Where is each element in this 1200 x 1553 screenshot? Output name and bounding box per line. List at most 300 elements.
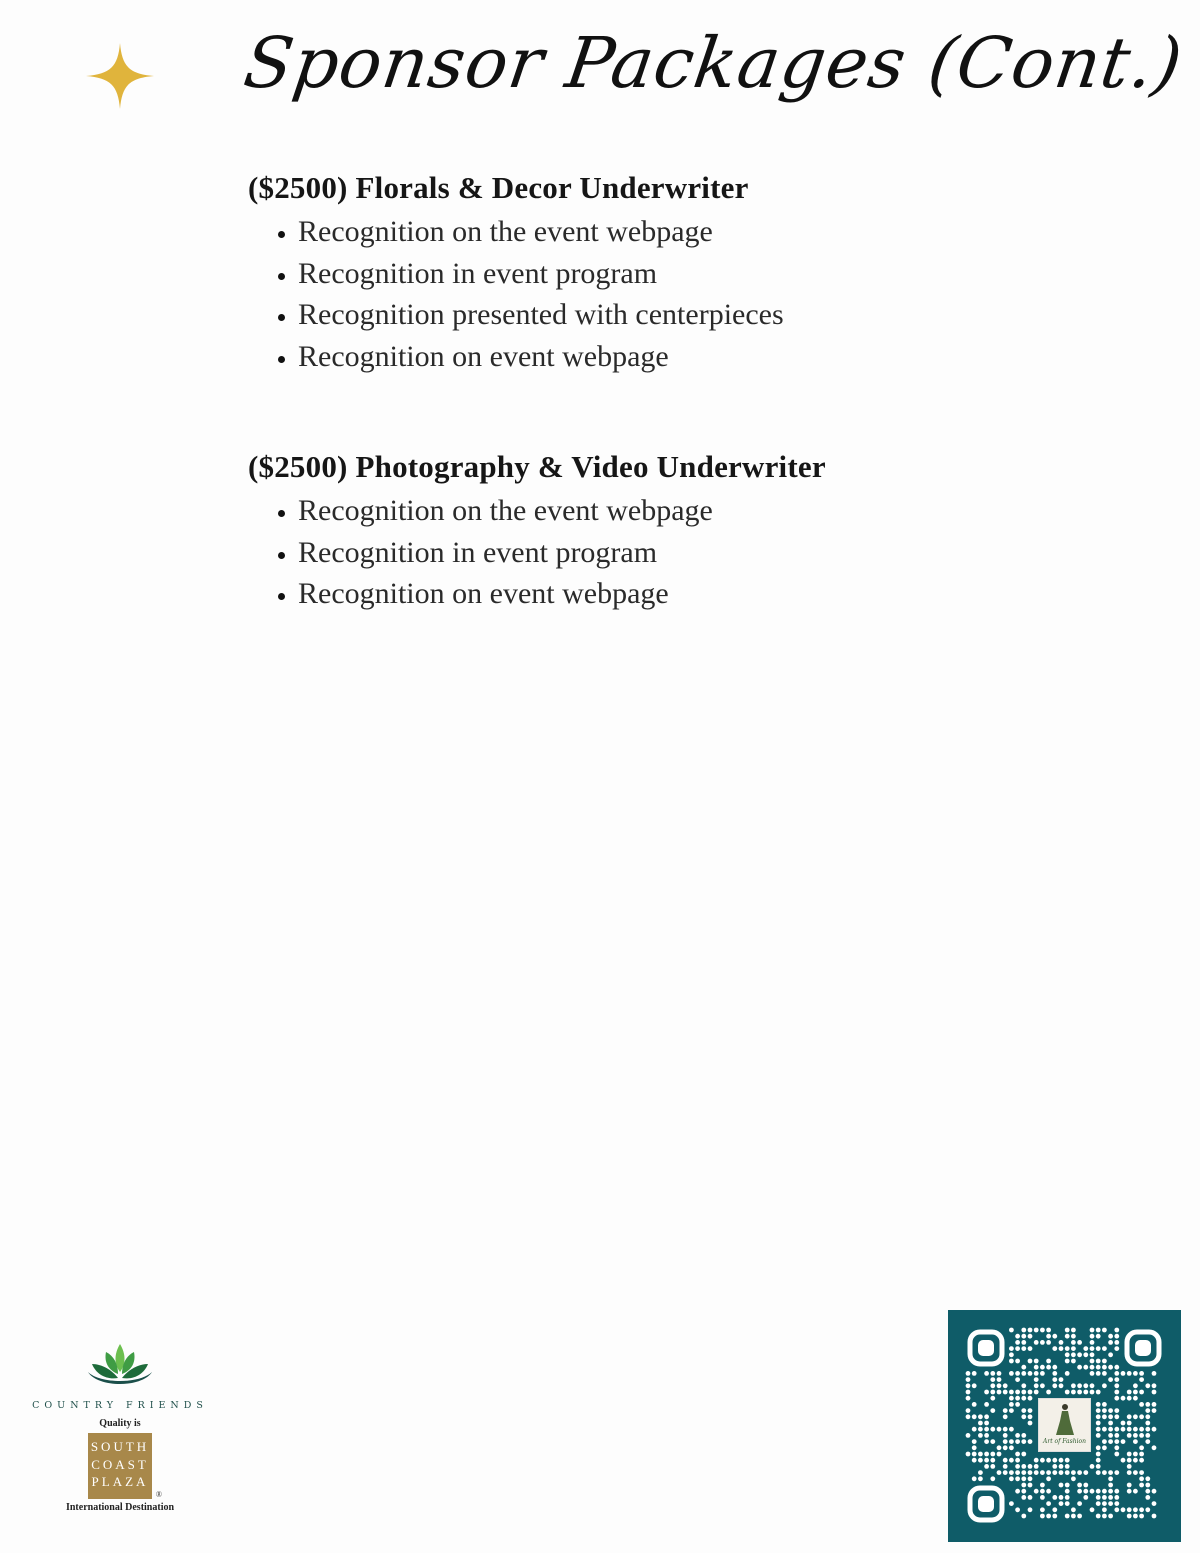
qr-code[interactable] — [948, 1310, 1181, 1542]
qr-dot — [990, 1371, 995, 1376]
qr-dot — [1059, 1483, 1064, 1488]
qr-dot — [1052, 1377, 1057, 1382]
qr-dot — [1046, 1470, 1051, 1475]
qr-dot — [1034, 1489, 1039, 1494]
scp-badge — [88, 1433, 162, 1499]
qr-dot — [1009, 1402, 1014, 1407]
scp-tagline: International Destination — [65, 1502, 175, 1513]
qr-dot — [1108, 1433, 1113, 1438]
qr-dot — [1003, 1433, 1008, 1438]
qr-dot — [1114, 1439, 1119, 1444]
qr-dot — [1133, 1452, 1138, 1457]
qr-dot — [1077, 1365, 1082, 1370]
qr-dot — [1028, 1464, 1033, 1469]
qr-dot — [1133, 1427, 1138, 1432]
qr-dot — [1034, 1365, 1039, 1370]
qr-dot — [966, 1396, 971, 1401]
qr-dot — [1034, 1383, 1039, 1388]
qr-dot — [1090, 1359, 1095, 1364]
package-heading: ($2500) Florals & Decor Underwriter — [248, 170, 749, 205]
qr-dot — [990, 1452, 995, 1457]
qr-dot — [1077, 1352, 1082, 1357]
qr-dot — [1152, 1514, 1157, 1519]
qr-dot — [990, 1383, 995, 1388]
qr-dot — [1127, 1433, 1132, 1438]
scp-line: PLAZA — [91, 1474, 149, 1489]
qr-dot — [1046, 1458, 1051, 1463]
qr-dot — [1015, 1371, 1020, 1376]
qr-dot — [1096, 1334, 1101, 1339]
qr-dot — [1114, 1470, 1119, 1475]
qr-dot — [1133, 1514, 1138, 1519]
qr-dot — [1114, 1365, 1119, 1370]
qr-dot — [966, 1377, 971, 1382]
qr-dot — [966, 1390, 971, 1395]
qr-dot — [1052, 1458, 1057, 1463]
qr-dot — [1065, 1514, 1070, 1519]
qr-dot — [1015, 1489, 1020, 1494]
qr-dot — [1046, 1390, 1051, 1395]
qr-dot — [966, 1414, 971, 1419]
qr-dot — [1096, 1402, 1101, 1407]
qr-dot — [1040, 1458, 1045, 1463]
qr-dot — [1015, 1390, 1020, 1395]
qr-dot — [1065, 1483, 1070, 1488]
qr-dot — [1052, 1514, 1057, 1519]
qr-dot — [1145, 1483, 1150, 1488]
qr-dot — [1040, 1483, 1045, 1488]
qr-dot — [1090, 1383, 1095, 1388]
qr-dot — [1127, 1414, 1132, 1419]
qr-dot — [1083, 1383, 1088, 1388]
qr-dot — [966, 1383, 971, 1388]
qr-dot — [1139, 1414, 1144, 1419]
qr-dot — [1102, 1427, 1107, 1432]
qr-dot — [1034, 1340, 1039, 1345]
qr-dot — [1009, 1476, 1014, 1481]
qr-dot — [1121, 1458, 1126, 1463]
qr-dot — [1090, 1365, 1095, 1370]
qr-dot — [1046, 1334, 1051, 1339]
qr-dot — [1059, 1340, 1064, 1345]
qr-dot — [1108, 1414, 1113, 1419]
qr-dot — [1096, 1390, 1101, 1395]
qr-dot — [1102, 1408, 1107, 1413]
qr-dot — [1021, 1470, 1026, 1475]
qr-dot — [1152, 1371, 1157, 1376]
qr-dot — [1096, 1489, 1101, 1494]
qr-dot — [1114, 1445, 1119, 1450]
qr-dot — [1021, 1334, 1026, 1339]
qr-dot — [1102, 1383, 1107, 1388]
qr-dot — [1065, 1470, 1070, 1475]
qr-dot — [1015, 1377, 1020, 1382]
qr-dot — [1145, 1507, 1150, 1512]
qr-dot — [997, 1383, 1002, 1388]
qr-dot — [1021, 1464, 1026, 1469]
qr-dot — [1090, 1464, 1095, 1469]
qr-dot — [1009, 1352, 1014, 1357]
qr-dot — [1083, 1495, 1088, 1500]
qr-dot — [1015, 1346, 1020, 1351]
qr-dot — [1046, 1328, 1051, 1333]
qr-dot — [1152, 1408, 1157, 1413]
scp-quality-text: Quality is — [99, 1418, 141, 1429]
qr-dot — [1102, 1489, 1107, 1494]
qr-dot — [1139, 1476, 1144, 1481]
qr-dot — [1102, 1365, 1107, 1370]
qr-dot — [1021, 1514, 1026, 1519]
qr-dot — [1009, 1458, 1014, 1463]
qr-dot — [1059, 1346, 1064, 1351]
qr-dot — [1040, 1371, 1045, 1376]
qr-dot — [1009, 1439, 1014, 1444]
qr-dot — [1102, 1439, 1107, 1444]
qr-dot — [1108, 1495, 1113, 1500]
qr-dot — [984, 1452, 989, 1457]
gold-star-icon — [86, 43, 154, 109]
qr-dot — [1139, 1390, 1144, 1395]
qr-dot — [1152, 1390, 1157, 1395]
qr-dot — [1114, 1396, 1119, 1401]
qr-dot — [1139, 1514, 1144, 1519]
qr-dot — [1028, 1359, 1033, 1364]
qr-dot — [1028, 1371, 1033, 1376]
qr-dot — [1071, 1507, 1076, 1512]
qr-dot — [984, 1458, 989, 1463]
qr-dot — [1021, 1340, 1026, 1345]
qr-dot — [1021, 1383, 1026, 1388]
qr-dot — [1096, 1414, 1101, 1419]
qr-dot — [1139, 1427, 1144, 1432]
qr-dot — [1102, 1514, 1107, 1519]
qr-dot — [1096, 1514, 1101, 1519]
qr-dot — [997, 1445, 1002, 1450]
qr-dot — [1015, 1433, 1020, 1438]
registered-mark: ® — [155, 1489, 162, 1499]
qr-dot — [1065, 1334, 1070, 1339]
qr-dot — [1040, 1383, 1045, 1388]
qr-dot — [1003, 1445, 1008, 1450]
qr-dot — [966, 1452, 971, 1457]
qr-dot — [1145, 1427, 1150, 1432]
qr-dot — [1059, 1495, 1064, 1500]
qr-dot — [1021, 1365, 1026, 1370]
qr-dot — [1114, 1414, 1119, 1419]
qr-dot — [1121, 1427, 1126, 1432]
qr-dot — [1083, 1352, 1088, 1357]
qr-dot — [1133, 1383, 1138, 1388]
qr-dot — [1028, 1334, 1033, 1339]
benefit-item: • Recognition in event program — [298, 532, 826, 574]
qr-dot — [1015, 1340, 1020, 1345]
qr-dot — [1102, 1470, 1107, 1475]
qr-dot — [1071, 1383, 1076, 1388]
qr-dot — [1114, 1507, 1119, 1512]
qr-dot — [1102, 1495, 1107, 1500]
qr-dot — [1015, 1402, 1020, 1407]
qr-dot — [1108, 1514, 1113, 1519]
qr-dot — [1003, 1464, 1008, 1469]
qr-dot — [1071, 1390, 1076, 1395]
qr-dot — [1096, 1433, 1101, 1438]
qr-center-logo — [1038, 1398, 1091, 1452]
qr-dot — [1052, 1383, 1057, 1388]
qr-dot — [1015, 1452, 1020, 1457]
qr-dot — [1065, 1390, 1070, 1395]
qr-dot — [1096, 1408, 1101, 1413]
qr-dot — [1034, 1371, 1039, 1376]
qr-dot — [1071, 1514, 1076, 1519]
qr-dot — [1133, 1507, 1138, 1512]
qr-dot — [1052, 1470, 1057, 1475]
qr-dot — [1127, 1464, 1132, 1469]
qr-dot — [1090, 1340, 1095, 1345]
qr-dot — [1015, 1334, 1020, 1339]
qr-dot — [1040, 1328, 1045, 1333]
qr-dot — [1083, 1483, 1088, 1488]
qr-dot — [1040, 1495, 1045, 1500]
qr-dot — [966, 1408, 971, 1413]
qr-dot — [1083, 1470, 1088, 1475]
qr-dot — [972, 1427, 977, 1432]
qr-dot — [1021, 1390, 1026, 1395]
qr-dot — [1077, 1489, 1082, 1494]
qr-dot — [1127, 1396, 1132, 1401]
qr-dot — [978, 1470, 983, 1475]
qr-dot — [1096, 1346, 1101, 1351]
scp-line: COAST — [91, 1456, 149, 1472]
qr-dot — [972, 1458, 977, 1463]
qr-dot — [1114, 1390, 1119, 1395]
qr-dot — [1114, 1452, 1119, 1457]
qr-dot — [990, 1390, 995, 1395]
qr-dot — [978, 1433, 983, 1438]
qr-dot — [1133, 1489, 1138, 1494]
qr-dot — [990, 1377, 995, 1382]
qr-dot — [1015, 1396, 1020, 1401]
qr-dot — [1096, 1328, 1101, 1333]
qr-dot — [1034, 1464, 1039, 1469]
qr-dot — [1009, 1427, 1014, 1432]
qr-dot — [1096, 1501, 1101, 1506]
qr-dot — [1114, 1340, 1119, 1345]
qr-dot — [1021, 1495, 1026, 1500]
qr-dot — [1065, 1352, 1070, 1357]
qr-dot — [1021, 1408, 1026, 1413]
qr-dot — [1114, 1346, 1119, 1351]
qr-dot — [1127, 1514, 1132, 1519]
package-florals-decor — [248, 170, 784, 377]
qr-dot — [1059, 1377, 1064, 1382]
qr-dot — [1009, 1396, 1014, 1401]
qr-dot — [1052, 1371, 1057, 1376]
qr-dot — [1059, 1501, 1064, 1506]
qr-dot — [1071, 1359, 1076, 1364]
qr-dot — [1009, 1408, 1014, 1413]
qr-dot — [1102, 1414, 1107, 1419]
qr-dot — [984, 1439, 989, 1444]
qr-dot — [1114, 1427, 1119, 1432]
qr-dot — [1139, 1452, 1144, 1457]
benefit-item: • Recognition on the event webpage — [298, 211, 784, 253]
qr-dot — [984, 1371, 989, 1376]
qr-dot — [1108, 1408, 1113, 1413]
qr-dot — [1139, 1507, 1144, 1512]
qr-dot — [1071, 1328, 1076, 1333]
qr-dot — [1145, 1433, 1150, 1438]
qr-dot — [1145, 1414, 1150, 1419]
qr-dot — [1034, 1377, 1039, 1382]
qr-dot — [1046, 1365, 1051, 1370]
qr-dot — [1145, 1495, 1150, 1500]
qr-dot — [1139, 1483, 1144, 1488]
qr-dot — [1121, 1371, 1126, 1376]
qr-dot — [1139, 1371, 1144, 1376]
qr-dot — [1145, 1383, 1150, 1388]
qr-dot — [1015, 1458, 1020, 1463]
south-coast-plaza-logo — [55, 1418, 185, 1513]
qr-dot — [1034, 1470, 1039, 1475]
qr-dot — [1139, 1377, 1144, 1382]
qr-dot — [1096, 1371, 1101, 1376]
qr-dot — [1077, 1383, 1082, 1388]
qr-dot — [990, 1396, 995, 1401]
qr-dot — [1009, 1359, 1014, 1364]
benefits-list — [248, 211, 784, 377]
qr-dot — [1021, 1452, 1026, 1457]
qr-dot — [972, 1383, 977, 1388]
qr-dot — [1077, 1470, 1082, 1475]
qr-dot — [1059, 1383, 1064, 1388]
qr-dot — [984, 1390, 989, 1395]
qr-dot — [978, 1414, 983, 1419]
benefit-item: • Recognition in event program — [298, 253, 784, 295]
qr-dot — [1090, 1489, 1095, 1494]
qr-dot — [1009, 1470, 1014, 1475]
qr-dot — [1071, 1470, 1076, 1475]
qr-dot — [978, 1452, 983, 1457]
qr-dot — [997, 1452, 1002, 1457]
qr-dot — [1096, 1445, 1101, 1450]
qr-dot — [1102, 1445, 1107, 1450]
qr-dot — [1121, 1421, 1126, 1426]
qr-dot — [1145, 1439, 1150, 1444]
qr-dot — [1152, 1489, 1157, 1494]
qr-dot — [1102, 1402, 1107, 1407]
qr-dot — [1108, 1476, 1113, 1481]
qr-dot — [1121, 1396, 1126, 1401]
qr-dot — [1077, 1483, 1082, 1488]
qr-dot — [1052, 1464, 1057, 1469]
qr-dot — [1052, 1495, 1057, 1500]
qr-dot — [1077, 1390, 1082, 1395]
qr-dot — [1040, 1489, 1045, 1494]
qr-dot — [1133, 1390, 1138, 1395]
qr-dot — [972, 1402, 977, 1407]
benefit-item: • Recognition on the event webpage — [298, 490, 826, 532]
qr-dot — [1083, 1489, 1088, 1494]
qr-dot — [1102, 1371, 1107, 1376]
qr-dot — [1114, 1495, 1119, 1500]
qr-dot — [972, 1371, 977, 1376]
qr-dot — [1021, 1483, 1026, 1488]
qr-dot — [1021, 1414, 1026, 1419]
qr-dot — [1114, 1334, 1119, 1339]
qr-dot — [972, 1439, 977, 1444]
qr-dot — [1015, 1476, 1020, 1481]
qr-dot — [1065, 1464, 1070, 1469]
qr-dot — [1015, 1507, 1020, 1512]
qr-dot — [1046, 1340, 1051, 1345]
qr-dot — [1040, 1507, 1045, 1512]
qr-dot — [1065, 1501, 1070, 1506]
qr-dot — [1133, 1470, 1138, 1475]
qr-dot — [1009, 1445, 1014, 1450]
qr-dot — [1028, 1470, 1033, 1475]
qr-dot — [1003, 1458, 1008, 1463]
qr-dot — [1108, 1340, 1113, 1345]
qr-dot — [1127, 1483, 1132, 1488]
qr-dot — [1108, 1489, 1113, 1494]
qr-dot — [984, 1433, 989, 1438]
qr-dot — [1121, 1507, 1126, 1512]
qr-dot — [997, 1377, 1002, 1382]
qr-dot — [1040, 1514, 1045, 1519]
qr-dot — [1152, 1383, 1157, 1388]
qr-dot — [1071, 1476, 1076, 1481]
qr-dot — [1028, 1507, 1033, 1512]
qr-dot — [1009, 1328, 1014, 1333]
qr-dot — [1028, 1495, 1033, 1500]
qr-dot — [966, 1433, 971, 1438]
qr-dot — [972, 1414, 977, 1419]
qr-dot — [1028, 1483, 1033, 1488]
qr-dot — [990, 1458, 995, 1463]
qr-dot — [1145, 1476, 1150, 1481]
qr-dot — [1083, 1365, 1088, 1370]
leaf-icon — [84, 1340, 156, 1394]
qr-dot — [1096, 1464, 1101, 1469]
qr-dot — [1108, 1334, 1113, 1339]
qr-dot — [1090, 1334, 1095, 1339]
qr-dot — [984, 1421, 989, 1426]
qr-dot — [1133, 1458, 1138, 1463]
qr-dot — [1021, 1476, 1026, 1481]
qr-dot — [1114, 1371, 1119, 1376]
qr-dot — [1114, 1501, 1119, 1506]
qr-dot — [1133, 1433, 1138, 1438]
qr-dot — [978, 1427, 983, 1432]
qr-dot — [972, 1452, 977, 1457]
qr-dot — [984, 1427, 989, 1432]
qr-dot — [990, 1408, 995, 1413]
qr-dot — [1021, 1396, 1026, 1401]
qr-dot — [978, 1458, 983, 1463]
qr-dot — [1090, 1352, 1095, 1357]
qr-dot — [1028, 1396, 1033, 1401]
qr-dot — [1034, 1458, 1039, 1463]
qr-dot — [1114, 1383, 1119, 1388]
qr-dot — [1114, 1489, 1119, 1494]
qr-dot — [1108, 1421, 1113, 1426]
qr-dot — [1009, 1371, 1014, 1376]
qr-dot — [1108, 1483, 1113, 1488]
qr-dot — [1090, 1371, 1095, 1376]
qr-dot — [1127, 1427, 1132, 1432]
qr-dot — [1090, 1346, 1095, 1351]
qr-dot — [1096, 1495, 1101, 1500]
